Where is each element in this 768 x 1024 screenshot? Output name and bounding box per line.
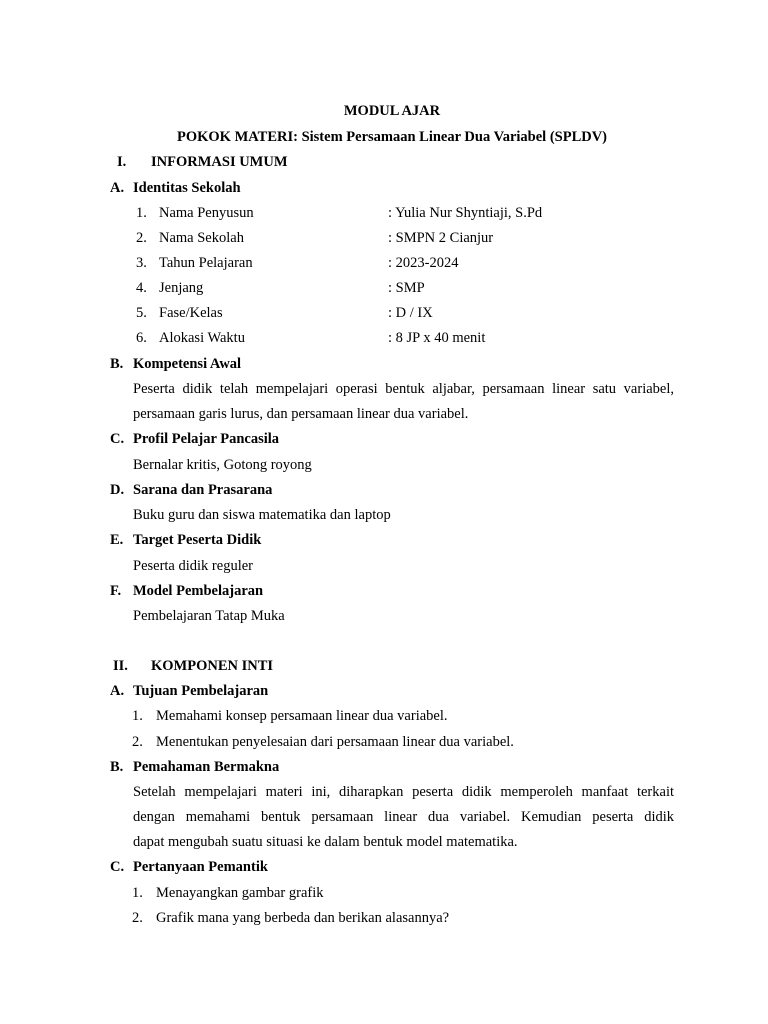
section-1b-heading: Kompetensi Awal: [133, 356, 242, 372]
section-1c-heading: Profil Pelajar Pancasila: [133, 431, 280, 447]
identity-item-number: 3.: [136, 255, 147, 271]
identity-item-value: : Yulia Nur Shyntiaji, S.Pd: [388, 205, 543, 221]
identity-item-label: Nama Sekolah: [159, 230, 244, 246]
identity-item-value: : D / IX: [388, 305, 433, 321]
section-2c-heading: Pertanyaan Pemantik: [133, 859, 268, 875]
identity-item-value: : 2023-2024: [388, 255, 459, 271]
section-1-heading: INFORMASI UMUM: [151, 154, 288, 170]
section-1f-letter: F.: [110, 583, 122, 599]
question-item-text: Menayangkan gambar grafik: [156, 885, 324, 901]
identity-item-number: 5.: [136, 305, 147, 321]
identity-item-number: 2.: [136, 230, 147, 246]
section-2b-letter: B.: [110, 759, 124, 775]
section-1a-heading: Identitas Sekolah: [133, 180, 241, 196]
identity-item-label: Fase/Kelas: [159, 305, 223, 321]
identity-item-label: Tahun Pelajaran: [159, 255, 253, 271]
identity-item-value: : SMP: [388, 280, 425, 296]
document-subtitle: POKOK MATERI: Sistem Persamaan Linear Dua Variabel (SPLDV): [176, 129, 608, 145]
identity-item-label: Alokasi Waktu: [159, 330, 245, 346]
section-1e-heading: Target Peserta Didik: [133, 532, 262, 548]
identity-item-number: 4.: [136, 280, 147, 296]
identity-item-label: Jenjang: [159, 280, 204, 296]
section-1d-heading: Sarana dan Prasarana: [133, 482, 273, 498]
question-item-number: 2.: [132, 910, 143, 926]
section-2a-heading: Tujuan Pembelajaran: [133, 683, 269, 699]
identity-item-number: 6.: [136, 330, 147, 346]
section-1c-letter: C.: [110, 431, 125, 447]
question-item-number: 1.: [132, 885, 143, 901]
paragraph-line: Bernalar kritis, Gotong royong: [133, 457, 312, 473]
document-title: MODUL AJAR: [343, 103, 441, 119]
paragraph-line: dengan memahami bentuk persamaan linear dua variabel. Kemudian peserta didik: [133, 809, 674, 825]
section-2a-letter: A.: [110, 683, 125, 699]
objective-item-text: Menentukan penyelesaian dari persamaan linear dua variabel.: [156, 734, 514, 750]
section-1f-heading: Model Pembelajaran: [133, 583, 264, 599]
paragraph-line: Buku guru dan siswa matematika dan laptop: [133, 507, 391, 523]
section-1d-letter: D.: [110, 482, 125, 498]
paragraph-line: persamaan garis lurus, dan persamaan linear dua variabel.: [133, 406, 469, 422]
section-2-heading: KOMPONEN INTI: [151, 658, 274, 674]
section-2b-heading: Pemahaman Bermakna: [133, 759, 280, 775]
identity-item-value: : 8 JP x 40 menit: [388, 330, 486, 346]
section-1a-letter: A.: [110, 180, 125, 196]
paragraph-line: Peserta didik telah mempelajari operasi bentuk aljabar, persamaan linear satu variabel,: [133, 381, 674, 397]
section-1-number: I.: [117, 154, 127, 170]
question-item-text: Grafik mana yang berbeda dan berikan alasannya?: [156, 910, 450, 926]
objective-item-text: Memahami konsep persamaan linear dua variabel.: [156, 708, 448, 724]
paragraph-line: dapat mengubah suatu situasi ke dalam bentuk model matematika.: [133, 834, 518, 850]
paragraph-line: Setelah mempelajari materi ini, diharapkan peserta didik memperoleh manfaat terkait: [133, 784, 674, 800]
paragraph-line: Pembelajaran Tatap Muka: [133, 608, 285, 624]
section-1b-letter: B.: [110, 356, 124, 372]
objective-item-number: 1.: [132, 708, 143, 724]
objective-item-number: 2.: [132, 734, 143, 750]
section-2-number: II.: [113, 658, 128, 674]
identity-item-label: Nama Penyusun: [159, 205, 254, 221]
section-2c-letter: C.: [110, 859, 125, 875]
identity-item-value: : SMPN 2 Cianjur: [388, 230, 494, 246]
section-1e-letter: E.: [110, 532, 124, 548]
paragraph-line: Peserta didik reguler: [133, 558, 253, 574]
identity-item-number: 1.: [136, 205, 147, 221]
